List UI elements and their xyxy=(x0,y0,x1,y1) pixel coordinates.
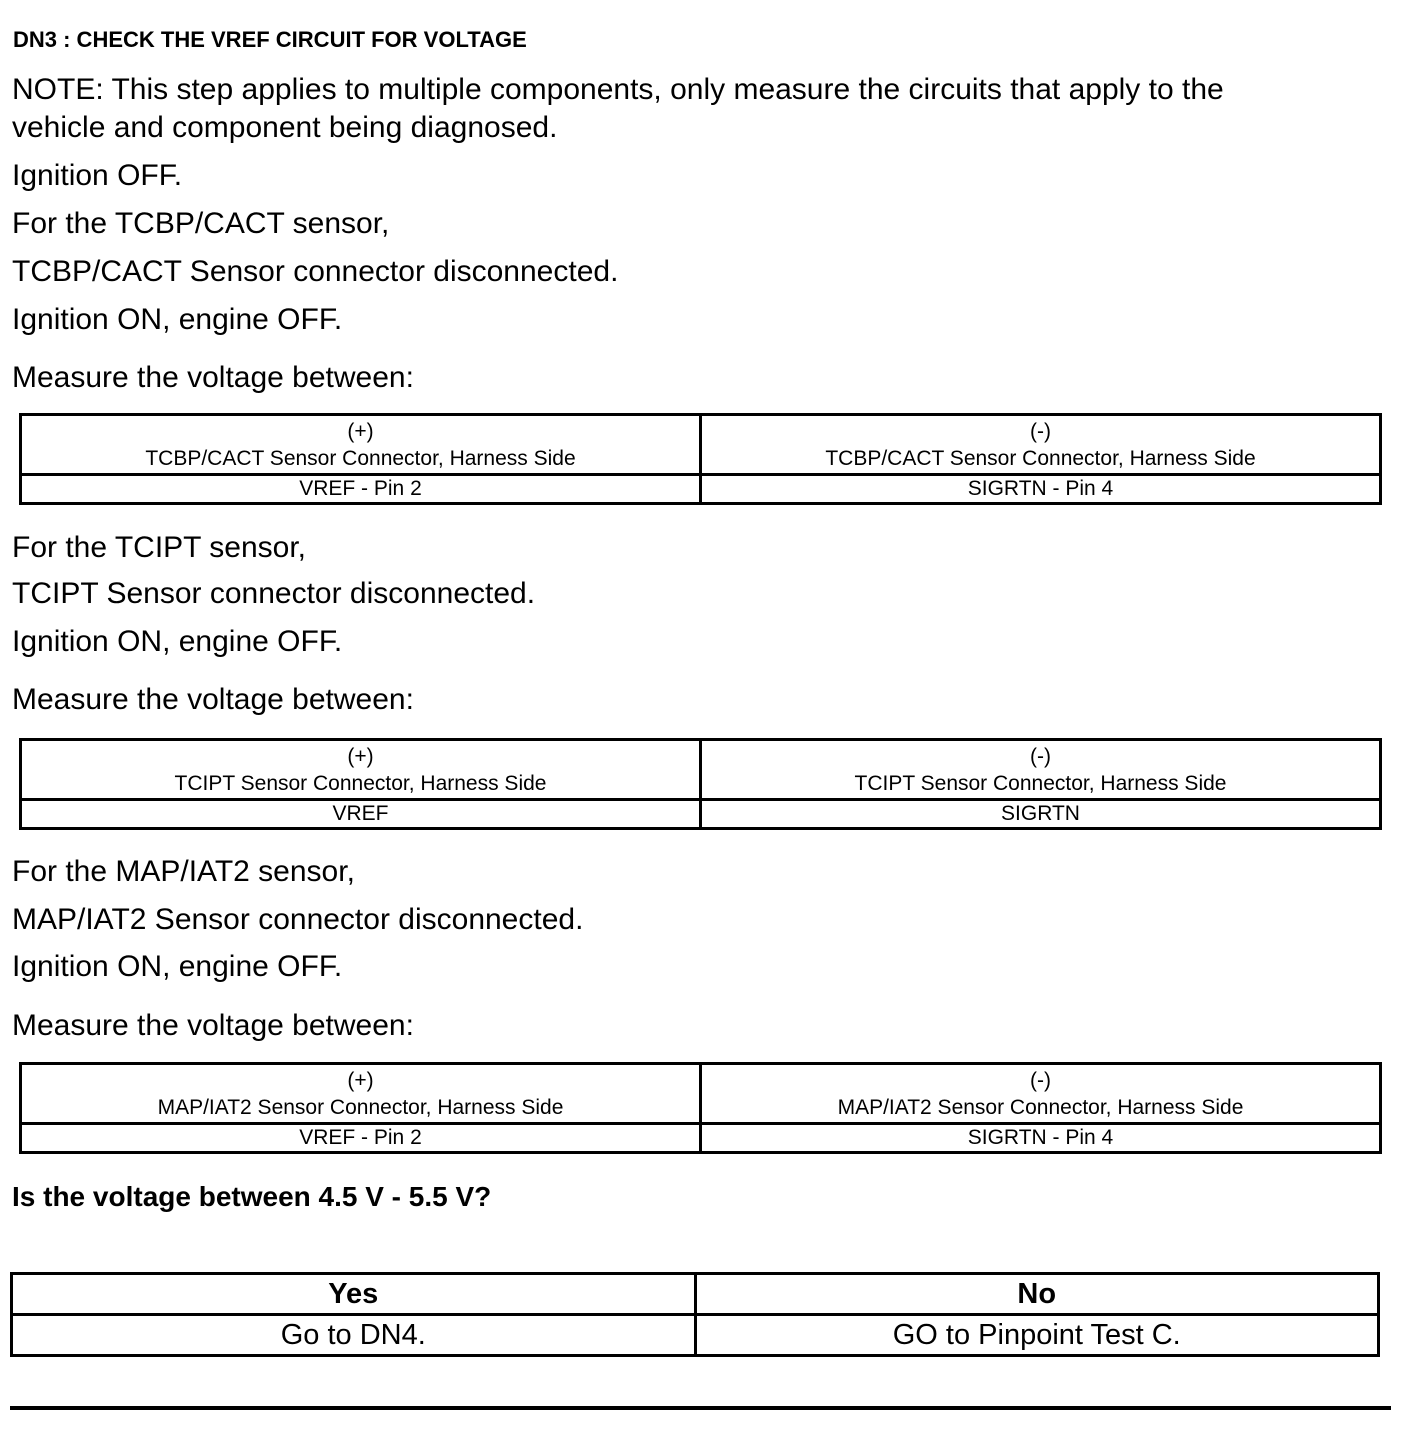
negative-value: SIGRTN - Pin 4 xyxy=(701,475,1381,504)
ignition-off-step: Ignition OFF. xyxy=(12,159,183,192)
voltage-question: Is the voltage between 4.5 V - 5.5 V? xyxy=(12,1181,492,1212)
note-text: NOTE: This step applies to multiple components, only measure the circuits that apply to the xyxy=(12,73,1224,106)
yes-header: Yes xyxy=(12,1274,696,1315)
note-text-cont: vehicle and component being diagnosed. xyxy=(12,111,558,144)
measurement-table xyxy=(19,413,1382,505)
for-sensor-text: For the TCBP/CACT sensor, xyxy=(12,207,390,240)
connector-disconnected-text: TCIPT Sensor connector disconnected. xyxy=(12,577,536,610)
measure-text: Measure the voltage between: xyxy=(12,683,414,716)
no-action-link[interactable]: GO to Pinpoint Test C. xyxy=(695,1315,1379,1356)
ignition-step: Ignition ON, engine OFF. xyxy=(12,303,343,336)
result-table xyxy=(10,1272,1380,1357)
for-sensor-text: For the TCIPT sensor, xyxy=(12,531,307,564)
positive-header: (+) TCIPT Sensor Connector, Harness Side xyxy=(21,740,701,800)
ignition-step: Ignition ON, engine OFF. xyxy=(12,950,343,983)
negative-value: SIGRTN xyxy=(701,800,1381,829)
positive-value: VREF xyxy=(21,800,701,829)
section-divider xyxy=(10,1406,1391,1410)
measurement-table xyxy=(19,1062,1382,1154)
measurement-table xyxy=(19,738,1382,830)
negative-header: (-) TCBP/CACT Sensor Connector, Harness Side xyxy=(701,415,1381,475)
positive-header: (+) MAP/IAT2 Sensor Connector, Harness Side xyxy=(21,1064,701,1124)
negative-header: (-) TCIPT Sensor Connector, Harness Side xyxy=(701,740,1381,800)
negative-header: (-) MAP/IAT2 Sensor Connector, Harness Side xyxy=(701,1064,1381,1124)
measure-text: Measure the voltage between: xyxy=(12,361,414,394)
connector-disconnected-text: MAP/IAT2 Sensor connector disconnected. xyxy=(12,903,584,936)
positive-header: (+) TCBP/CACT Sensor Connector, Harness Side xyxy=(21,415,701,475)
ignition-step: Ignition ON, engine OFF. xyxy=(12,625,343,658)
step-title: DN3 : CHECK THE VREF CIRCUIT FOR VOLTAGE xyxy=(13,27,527,52)
measure-text: Measure the voltage between: xyxy=(12,1009,414,1042)
connector-disconnected-text: TCBP/CACT Sensor connector disconnected. xyxy=(12,255,619,288)
yes-action-link[interactable]: Go to DN4. xyxy=(12,1315,696,1356)
negative-value: SIGRTN - Pin 4 xyxy=(701,1124,1381,1153)
no-header: No xyxy=(695,1274,1379,1315)
positive-value: VREF - Pin 2 xyxy=(21,1124,701,1153)
for-sensor-text: For the MAP/IAT2 sensor, xyxy=(12,855,355,888)
positive-value: VREF - Pin 2 xyxy=(21,475,701,504)
